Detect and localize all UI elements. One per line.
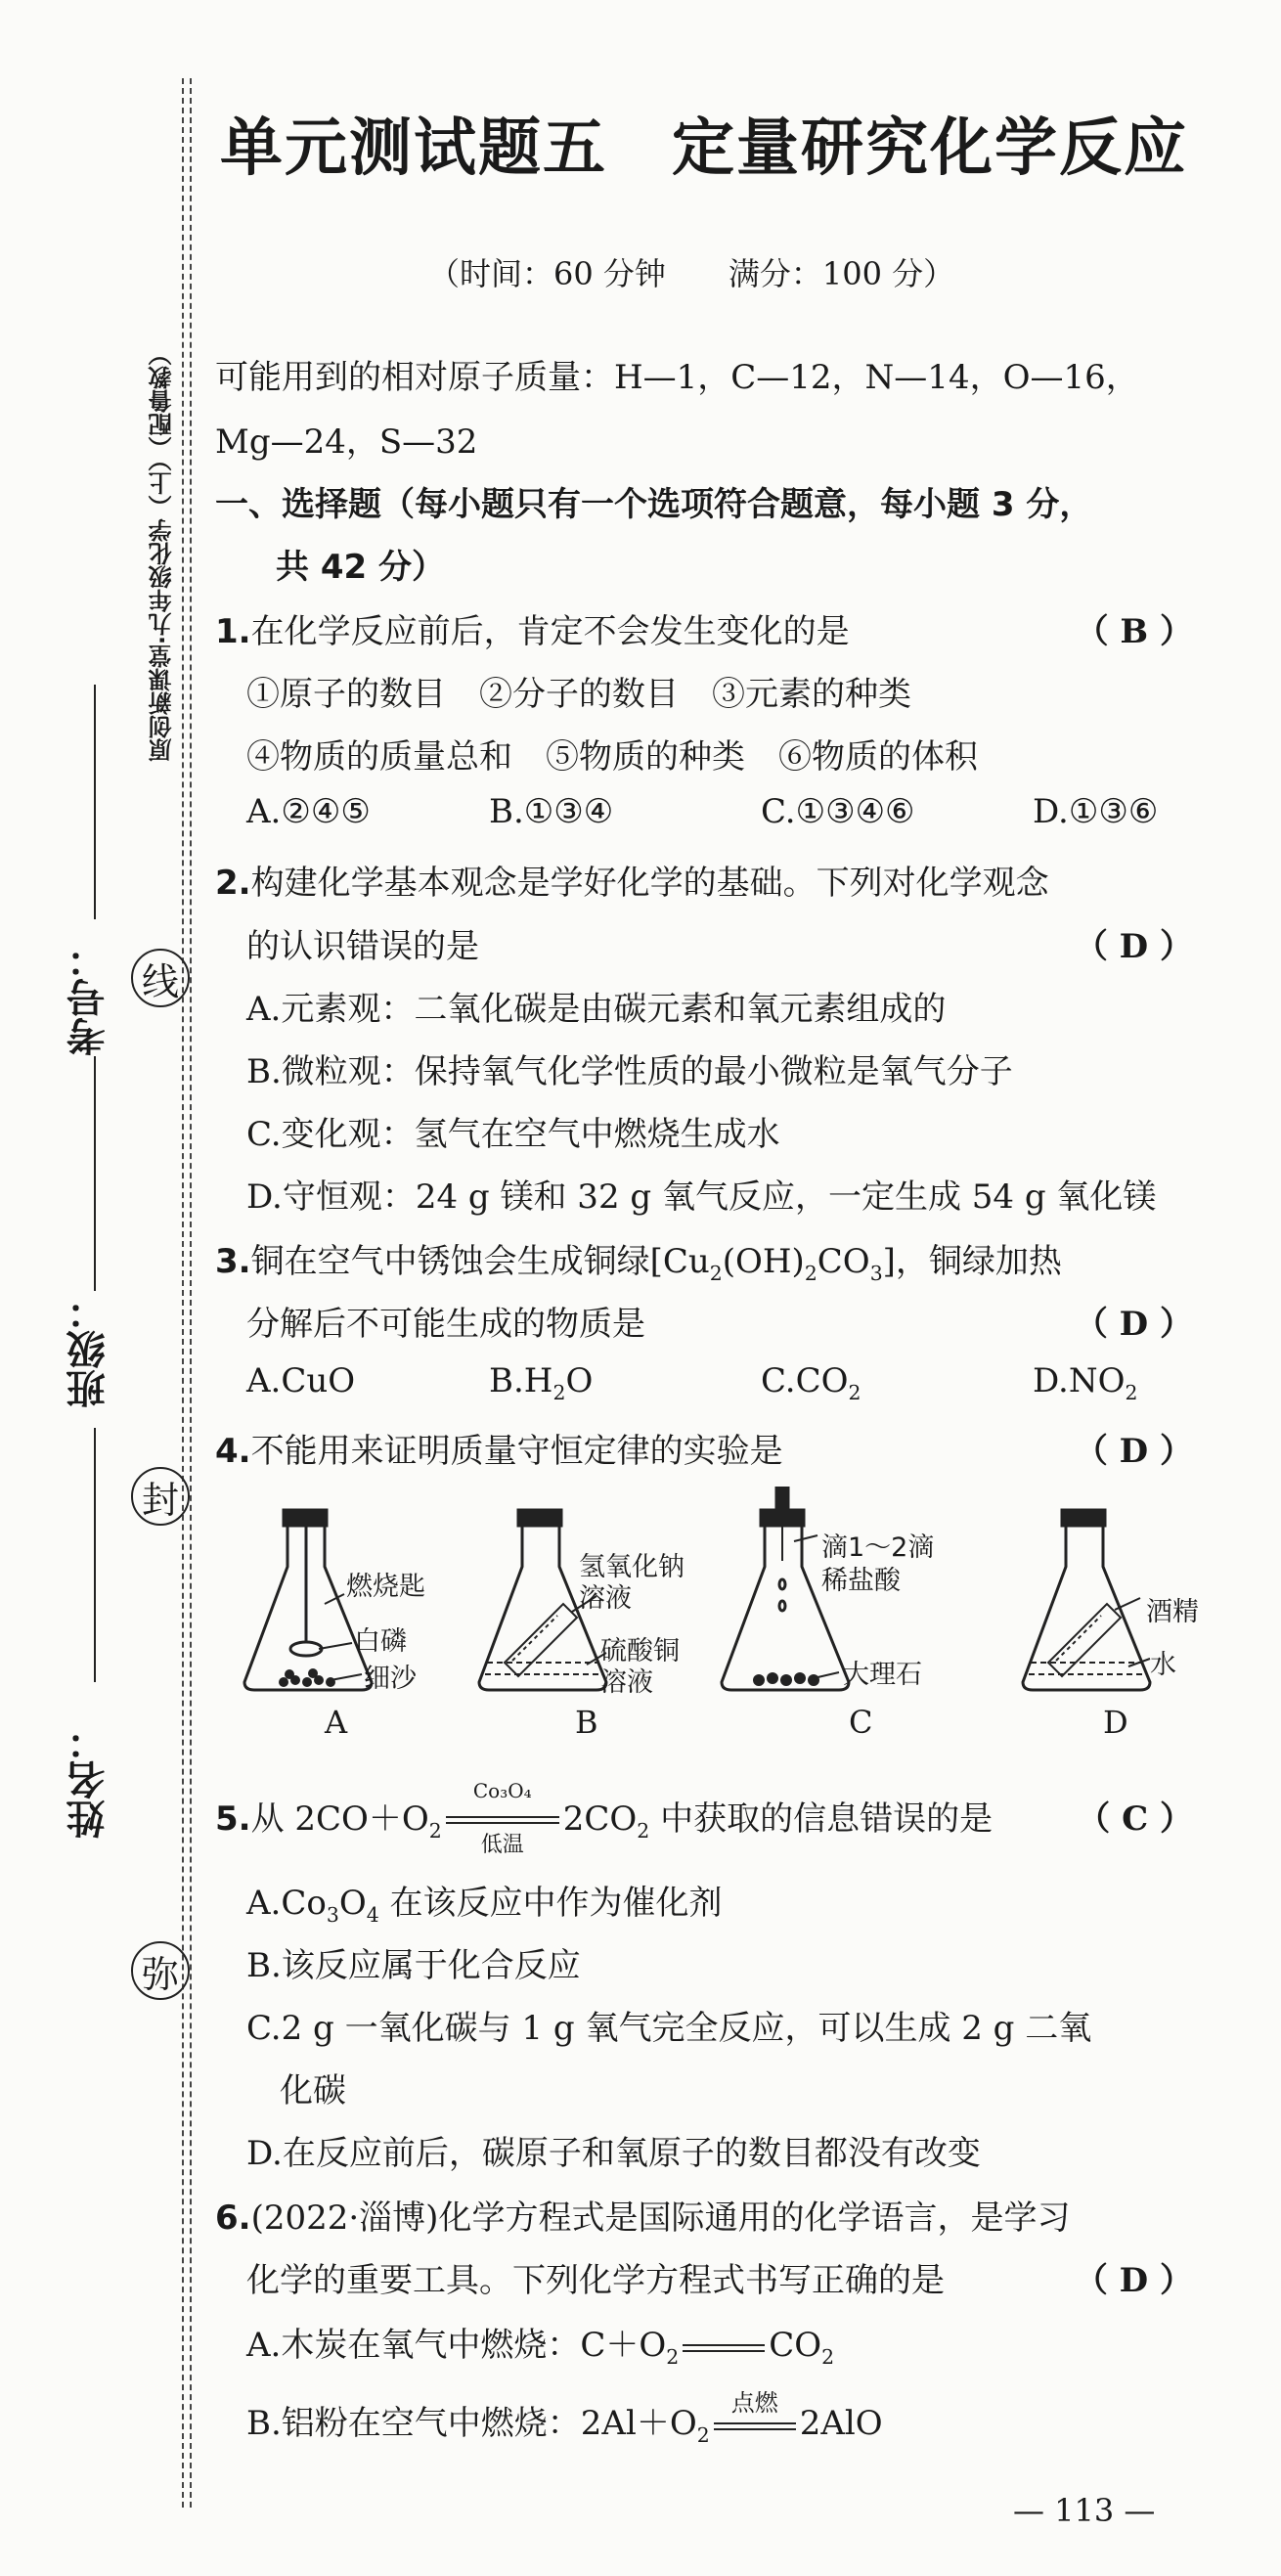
q2-stem-1: 2.构建化学基本观念是学好化学的基础。下列对化学观念 (215, 864, 1049, 903)
q4-answer: （ D ） (1074, 1432, 1193, 1471)
label-b-naoh-1: 氢氧化钠 (579, 1552, 685, 1582)
q3-stem-1: 3.铜在空气中锈蚀会生成铜绿$[Cu_2(OH)_2CO_3]$，铜绿加热 (215, 1242, 1062, 1285)
q5-option-a[interactable]: $A.Co_3O_4$ 在该反应中作为催化剂 (246, 1884, 723, 1927)
q1-items-2: ④物质的质量总和 ⑤物质的种类 ⑥物质的体积 (246, 737, 978, 777)
student-name-field[interactable] (94, 1428, 96, 1682)
q6-answer: （ D ） (1074, 2261, 1193, 2300)
q6-option-a[interactable]: A.木炭在氧气中燃烧：$C+O_2$ $CO_2$ (246, 2326, 835, 2369)
label-b-cuso4-1: 硫酸铜 (600, 1636, 680, 1666)
q1-option-d[interactable]: D.①③⑥ (1033, 792, 1159, 831)
label-a-sand: 细沙 (364, 1664, 417, 1694)
exam-no-field[interactable] (94, 685, 96, 919)
q3-option-d[interactable]: $D.NO_2$ (1033, 1361, 1138, 1404)
q3-option-c[interactable]: $C.CO_2$ (761, 1361, 861, 1404)
book-title-vertical: 原创新课堂·九年级化学（上）（配鲁教） (149, 342, 176, 763)
section-heading-cont: 共 42 分） (276, 548, 445, 587)
page-subtitle: （时间：60 分钟 满分：100 分） (428, 255, 955, 292)
q2-option-c[interactable]: C.变化观：氢气在空气中燃烧生成水 (246, 1115, 780, 1154)
q6-stem-2: 化学的重要工具。下列化学方程式书写正确的是 (246, 2261, 945, 2300)
caption-b: B (575, 1704, 598, 1741)
seal-char-line: 线 (131, 949, 190, 1007)
q3-answer: （ D ） (1074, 1305, 1193, 1344)
q3-stem-2: 分解后不可能生成的物质是 (246, 1305, 645, 1344)
flask-d (1023, 1510, 1150, 1690)
label-b-cuso4-2: 溶液 (600, 1667, 653, 1698)
q3-option-b[interactable]: $B.H_2O$ (489, 1361, 594, 1404)
section-heading: 一、选择题（每小题只有一个选项符合题意，每小题 3 分， (215, 485, 1093, 524)
label-d-alcohol: 酒精 (1146, 1597, 1199, 1627)
q6-option-b[interactable]: B.铝粉在空气中燃烧：$2Al+O_2$ 点燃 2AlO (246, 2389, 883, 2447)
q1-items-1: ①原子的数目 ②分子的数目 ③元素的种类 (246, 675, 911, 714)
atomic-masses-line2: Mg—24，S—32 (215, 422, 478, 462)
q1-option-c[interactable]: C.①③④⑥ (761, 792, 915, 831)
q1-stem: 1.在化学反应前后，肯定不会发生变化的是 (215, 612, 850, 651)
label-c-marble: 大理石 (843, 1660, 922, 1690)
caption-d: D (1103, 1704, 1128, 1741)
label-c-drops: 滴1～2滴 (821, 1532, 935, 1563)
q2-stem-2: 的认识错误的是 (246, 927, 479, 966)
page-number: — 113 — (1013, 2492, 1156, 2529)
q5-option-b[interactable]: B.该反应属于化合反应 (246, 1946, 581, 1985)
q5-stem: 5.从 $2CO+O_2$ Co₃O₄ 低温 $2CO_2$ 中获取的信息错误的是 (215, 1779, 994, 1857)
class-field[interactable] (94, 1056, 96, 1291)
q3-option-a[interactable]: A.CuO (246, 1361, 356, 1400)
label-b-naoh-2: 溶液 (579, 1583, 632, 1614)
binding-dashed-line-inner (190, 78, 192, 2508)
class-label: 班级： (66, 1291, 111, 1408)
q4-apparatus-figure (215, 1487, 1213, 1751)
label-a-phosphorus: 白磷 (354, 1626, 407, 1657)
q2-answer: （ D ） (1074, 927, 1193, 966)
q1-option-a[interactable]: A.②④⑤ (246, 792, 371, 831)
q5-option-d[interactable]: D.在反应前后，碳原子和氧原子的数目都没有改变 (246, 2134, 981, 2173)
label-c-hcl: 稀盐酸 (821, 1566, 901, 1596)
q1-answer: （ B ） (1075, 612, 1193, 651)
label-a-spoon: 燃烧匙 (346, 1572, 425, 1602)
student-name-label: 姓名： (66, 1721, 111, 1839)
q5-option-c[interactable]: C.2 g 一氧化碳与 1 g 氧气完全反应，可以生成 2 g 二氧 (246, 2009, 1092, 2048)
atomic-masses-line1: 可能用到的相对原子质量：H—1，C—12，N—14，O—16， (215, 358, 1139, 397)
q6-stem-1: 6.(2022·淄博)化学方程式是国际通用的化学语言，是学习 (215, 2198, 1071, 2238)
exam-no-label: 考号： (66, 939, 111, 1056)
q2-option-b[interactable]: B.微粒观：保持氧气化学性质的最小微粒是氧气分子 (246, 1052, 1013, 1091)
caption-a: A (325, 1704, 348, 1741)
binding-dashed-line (182, 78, 184, 2508)
caption-c: C (849, 1704, 873, 1741)
q2-option-a[interactable]: A.元素观：二氧化碳是由碳元素和氧元素组成的 (246, 990, 947, 1029)
q2-option-d[interactable]: D.守恒观：24 g 镁和 32 g 氧气反应，一定生成 54 g 氧化镁 (246, 1177, 1157, 1217)
q5-option-c-cont: 化碳 (280, 2071, 346, 2110)
q4-stem: 4.不能用来证明质量守恒定律的实验是 (215, 1432, 783, 1471)
q5-answer: （ C ） (1077, 1799, 1193, 1839)
q1-option-b[interactable]: B.①③④ (489, 792, 614, 831)
page-title: 单元测试题五 定量研究化学反应 (220, 112, 1188, 185)
seal-char-seal: 封 (131, 1467, 190, 1526)
label-d-water: 水 (1150, 1650, 1176, 1680)
seal-char-mi: 弥 (131, 1941, 190, 2000)
